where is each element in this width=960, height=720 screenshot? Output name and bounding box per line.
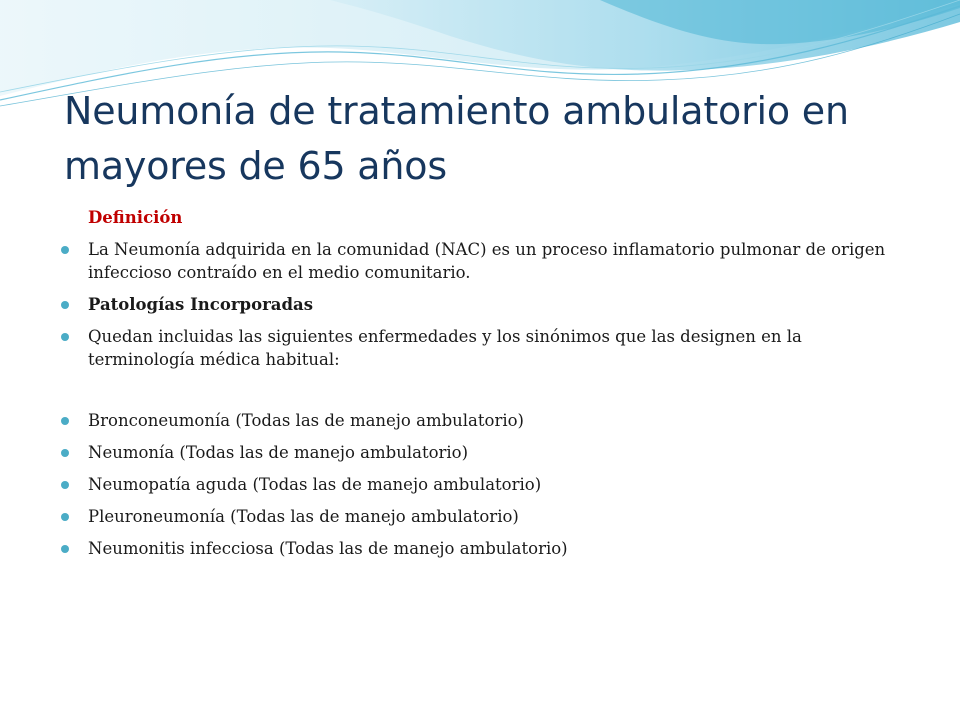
bullet-dot-icon — [61, 301, 69, 309]
list-item — [60, 409, 910, 432]
list-item — [60, 505, 910, 528]
list-item-text: Quedan incluidas las siguientes enfermedades y los sinónimos que las designen en la terminología médica habitual: — [88, 327, 802, 369]
list-item — [60, 325, 910, 371]
definition-heading: Definición — [88, 208, 183, 227]
list-item-text: Bronconeumonía (Todas las de manejo ambulatorio) — [88, 411, 524, 430]
bullet-dot-icon — [61, 449, 69, 457]
list-item-text: Neumonitis infecciosa (Todas las de manejo ambulatorio) — [88, 539, 568, 558]
bullet-dot-icon — [61, 417, 69, 425]
slide-title: Neumonía de tratamiento ambulatorio en mayores de 65 años — [64, 89, 849, 188]
bullet-list — [60, 238, 910, 560]
list-item-text: Pleuroneumonía (Todas las de manejo ambulatorio) — [88, 507, 519, 526]
bullet-dot-icon — [61, 333, 69, 341]
bullet-dot-icon — [61, 513, 69, 521]
slide-body — [60, 206, 910, 569]
bullet-dot-icon — [61, 545, 69, 553]
list-item-text: Neumonía (Todas las de manejo ambulatorio) — [88, 443, 469, 462]
list-item-text: La Neumonía adquirida en la comunidad (NAC) es un proceso inflamatorio pulmonar de origen infeccioso contraído en el medio comunitario. — [88, 240, 886, 282]
bullet-dot-icon — [61, 246, 69, 254]
list-item — [60, 238, 910, 284]
list-item — [60, 473, 910, 496]
list-item — [60, 441, 910, 464]
bullet-dot-icon — [61, 481, 69, 489]
list-item-text: Patologías Incorporadas — [88, 295, 313, 314]
list-item — [60, 537, 910, 560]
list-item-text: Neumopatía aguda (Todas las de manejo ambulatorio) — [88, 475, 542, 494]
list-item — [60, 293, 910, 316]
